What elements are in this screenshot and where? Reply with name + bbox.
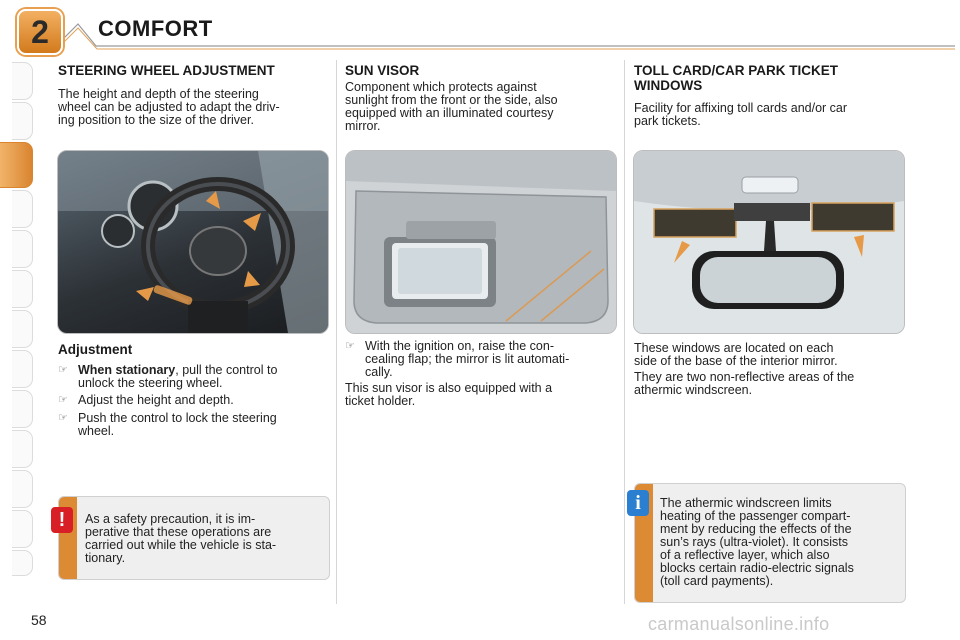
warning-line-1: As a safety precaution, it is im- (85, 512, 256, 526)
chapter-tab[interactable] (12, 310, 33, 348)
info-icon: i (627, 490, 649, 516)
info-line-5: of a reflective layer, which also (660, 548, 830, 562)
info-line-2: heating of the passenger compart- (660, 509, 851, 523)
info-line-4: sun’s rays (ultra-violet). It consists (660, 535, 849, 549)
visor-bullet-line-2: cealing flap; the mirror is lit automati- (365, 352, 570, 366)
visor-intro-4: mirror. (345, 119, 381, 133)
adjustment-step-2 (58, 394, 328, 407)
toll-windows-illustration (634, 151, 904, 333)
steering-wheel-illustration (58, 151, 328, 333)
visor-bullet-line-1: With the ignition on, raise the con- (365, 339, 554, 353)
hand-pointer-icon: ☞ (58, 412, 68, 424)
visor-note-2: ticket holder. (345, 394, 416, 408)
step1-rest: , pull the control to (175, 363, 278, 377)
toll-intro-1: Facility for affixing toll cards and/or car (634, 101, 848, 115)
sun-visor-illustration (346, 151, 616, 333)
steering-intro-2: wheel can be adjusted to adapt the driv- (58, 100, 280, 114)
toll-title-2: WINDOWS (634, 78, 703, 93)
visor-title: SUN VISOR (345, 63, 420, 78)
step1-bold: When stationary (78, 363, 176, 377)
safety-warning-box (58, 496, 330, 580)
visor-note-1: This sun visor is also equipped with a (345, 381, 553, 395)
toll-desc1-line1: These windows are located on each (634, 341, 834, 355)
chapter-tab-active[interactable] (0, 142, 33, 188)
sun-visor-photo (345, 150, 617, 334)
steering-wheel-photo (57, 150, 329, 334)
toll-desc2-line2: athermic windscreen. (634, 383, 753, 397)
chapter-tab[interactable] (12, 230, 33, 268)
chapter-tab[interactable] (12, 190, 33, 228)
watermark: carmanualsonline.info (648, 614, 830, 634)
chapter-tab[interactable] (12, 350, 33, 388)
chapter-tab[interactable] (12, 102, 33, 140)
chapter-title: COMFORT (98, 16, 213, 41)
steering-intro-1: The height and depth of the steering (58, 87, 259, 101)
column-divider (624, 60, 625, 604)
visor-bullet-line-3: cally. (365, 365, 393, 379)
chapter-tab[interactable] (12, 470, 33, 508)
adjustment-step-3-cont (58, 425, 328, 438)
step1-line2: unlock the steering wheel. (78, 376, 223, 390)
visor-intro-3: equipped with an illuminated courtesy (345, 106, 554, 120)
visor-bullet-1-cont2 (345, 366, 615, 379)
visor-intro-2: sunlight from the front or the side, also (345, 93, 558, 107)
info-line-3: ment by reducing the effects of the (660, 522, 852, 536)
visor-intro-1: Component which protects against (345, 80, 537, 94)
toll-intro-2: park tickets. (634, 114, 701, 128)
info-line-1: The athermic windscreen limits (660, 496, 832, 510)
adjustment-heading: Adjustment (58, 342, 133, 357)
toll-title-1: TOLL CARD/CAR PARK TICKET (634, 63, 838, 78)
info-line-6: blocks certain radio-electric signals (660, 561, 854, 575)
chapter-tab[interactable] (12, 510, 33, 548)
steering-title: STEERING WHEEL ADJUSTMENT (58, 63, 275, 78)
chapter-tab[interactable] (12, 270, 33, 308)
chapter-tab[interactable] (12, 62, 33, 100)
chapter-tab[interactable] (12, 550, 33, 576)
info-line-7: (toll card payments). (660, 574, 774, 588)
toll-desc1-line2: side of the base of the interior mirror. (634, 354, 838, 368)
warning-line-4: tionary. (85, 551, 126, 565)
steering-intro-3: ing position to the size of the driver. (58, 113, 254, 127)
step3-line1: Push the control to lock the steering (78, 411, 277, 425)
warning-line-3: carried out while the vehicle is sta- (85, 538, 277, 552)
toll-desc2-line1: They are two non-reflective areas of the (634, 370, 855, 384)
step3-line2: wheel. (78, 424, 115, 438)
step2-text: Adjust the height and depth. (78, 393, 234, 407)
hand-pointer-icon: ☞ (345, 340, 355, 352)
page-header (0, 0, 960, 58)
athermic-info-box (634, 483, 906, 603)
column-divider (336, 60, 337, 604)
chapter-number-badge: 2 (17, 9, 63, 55)
chapter-tab[interactable] (12, 430, 33, 468)
toll-windows-photo (633, 150, 905, 334)
page-number: 58 (31, 612, 47, 628)
warning-exclamation-icon: ! (51, 507, 73, 533)
warning-line-2: perative that these operations are (85, 525, 272, 539)
hand-pointer-icon: ☞ (58, 364, 68, 376)
hand-pointer-icon: ☞ (58, 394, 68, 406)
chapter-tabs (0, 62, 36, 582)
chapter-tab[interactable] (12, 390, 33, 428)
adjustment-step-1-cont (58, 377, 328, 390)
